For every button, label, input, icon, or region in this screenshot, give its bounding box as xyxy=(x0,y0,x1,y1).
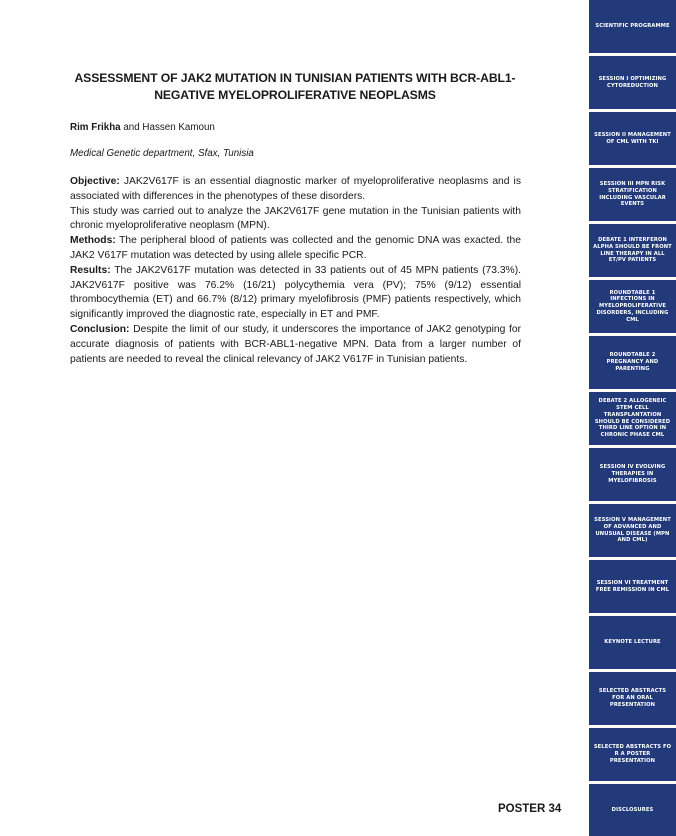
sidebar-nav xyxy=(589,0,676,836)
sidebar-item-session-6[interactable]: SESSION VI TREATMENT FREE REMISSION IN CML xyxy=(589,560,676,613)
co-authors: and Hassen Kamoun xyxy=(120,122,215,133)
sidebar-item-session-1[interactable]: SESSION I OPTIMIZING CYTOREDUCTION xyxy=(589,56,676,109)
sidebar-item-session-3[interactable]: SESSION III MPN RISK STRATIFICATION INCLUDING VASCULAR EVENTS xyxy=(589,168,676,221)
conclusion-text: Despite the limit of our study, it underscores the importance of JAK2 genotyping for accurate diagnosis of patients with BCR-ABL1-negative MPN. Data from a larger number of patients are needed to reveal the clinical relevancy of JAK2 V617F in Tunisian patients. xyxy=(70,323,521,365)
sidebar-item-poster-abstracts[interactable]: SELECTED ABSTRACTS FO R A POSTER PRESENTATION xyxy=(589,728,676,781)
sidebar-item-session-2[interactable]: SESSION II MANAGEMENT OF CML WITH TKI xyxy=(589,112,676,165)
sidebar-item-oral-abstracts[interactable]: SELECTED ABSTRACTS FOR AN ORAL PRESENTATION xyxy=(589,672,676,725)
sidebar-item-roundtable-1[interactable]: ROUNDTABLE 1 INFECTIONS IN MYELOPROLIFERATIVE DISORDERS, INCLUDING CML xyxy=(589,280,676,333)
objective-paragraph xyxy=(70,175,521,205)
methods-label: Methods: xyxy=(70,235,116,247)
affiliation: Medical Genetic department, Sfax, Tunisia xyxy=(70,148,254,159)
sidebar-item-roundtable-2[interactable]: ROUNDTABLE 2 PREGNANCY AND PARENTING xyxy=(589,336,676,389)
sidebar-item-debate-1[interactable]: DEBATE 1 INTERFERON ALPHA SHOULD BE FRONT LINE THERAPY IN ALL ET/PV PATIENTS xyxy=(589,224,676,277)
objective-text: JAK2V617F is an essential diagnostic marker of myeloproliferative neoplasms and is associated with differences in the phenotypes of these disorders. xyxy=(70,176,521,202)
sidebar-item-keynote-lecture[interactable]: KEYNOTE LECTURE xyxy=(589,616,676,669)
sidebar-item-disclosures[interactable]: DISCLOSURES xyxy=(589,784,676,836)
conclusion-label: Conclusion: xyxy=(70,323,130,335)
abstract-title: ASSESSMENT OF JAK2 MUTATION IN TUNISIAN PATIENTS WITH BCR-ABL1-NEGATIVE MYELOPROLIFERATIVE NEOPLASMS xyxy=(74,71,516,102)
sidebar-item-session-4[interactable]: SESSION IV EVOLVING THERAPIES IN MYELOFIBROSIS xyxy=(589,448,676,501)
results-paragraph xyxy=(70,264,521,323)
lead-author: Rim Frikha xyxy=(70,122,121,133)
methods-text: The peripheral blood of patients was collected and the genomic DNA was exacted. the JAK2 V617F mutation was detected by using allele specific PCR. xyxy=(70,235,521,261)
results-text: The JAK2V617F mutation was detected in 33 patients out of 45 MPN patients (73.3%). JAK2V617F positive was 76.2% (16/21) polycythemia vera (PV); 75% (9/12) essential thrombocythemia (ET) and 66.7% (8/12) primary myelofibrosis (PMF) patients respectively, which significantly improved the diagnostic rate, especially in ET and PMF. xyxy=(70,264,521,321)
conclusion-paragraph xyxy=(70,323,521,367)
sidebar-item-session-5[interactable]: SESSION V MANAGEMENT OF ADVANCED AND UNUSUAL DISEASE (MPN AND CML) xyxy=(589,504,676,557)
authors-line xyxy=(70,122,215,133)
results-label: Results: xyxy=(70,264,111,276)
abstract-body xyxy=(70,175,521,367)
methods-paragraph xyxy=(70,234,521,264)
poster-number: POSTER 34 xyxy=(498,803,562,815)
study-paragraph: This study was carried out to analyze the JAK2V617F gene mutation in the Tunisian patients with chronic myeloproliferative neoplasm (MPN). xyxy=(70,205,521,232)
objective-label: Objective: xyxy=(70,176,120,187)
sidebar-item-debate-2[interactable]: DEBATE 2 ALLOGENEIC STEM CELL TRANSPLANTATION SHOULD BE CONSIDERED THIRD LINE OPTION IN CHRONIC PHASE CML xyxy=(589,392,676,445)
sidebar-item-scientific-programme[interactable]: SCIENTIFIC PROGRAMME xyxy=(589,0,676,53)
